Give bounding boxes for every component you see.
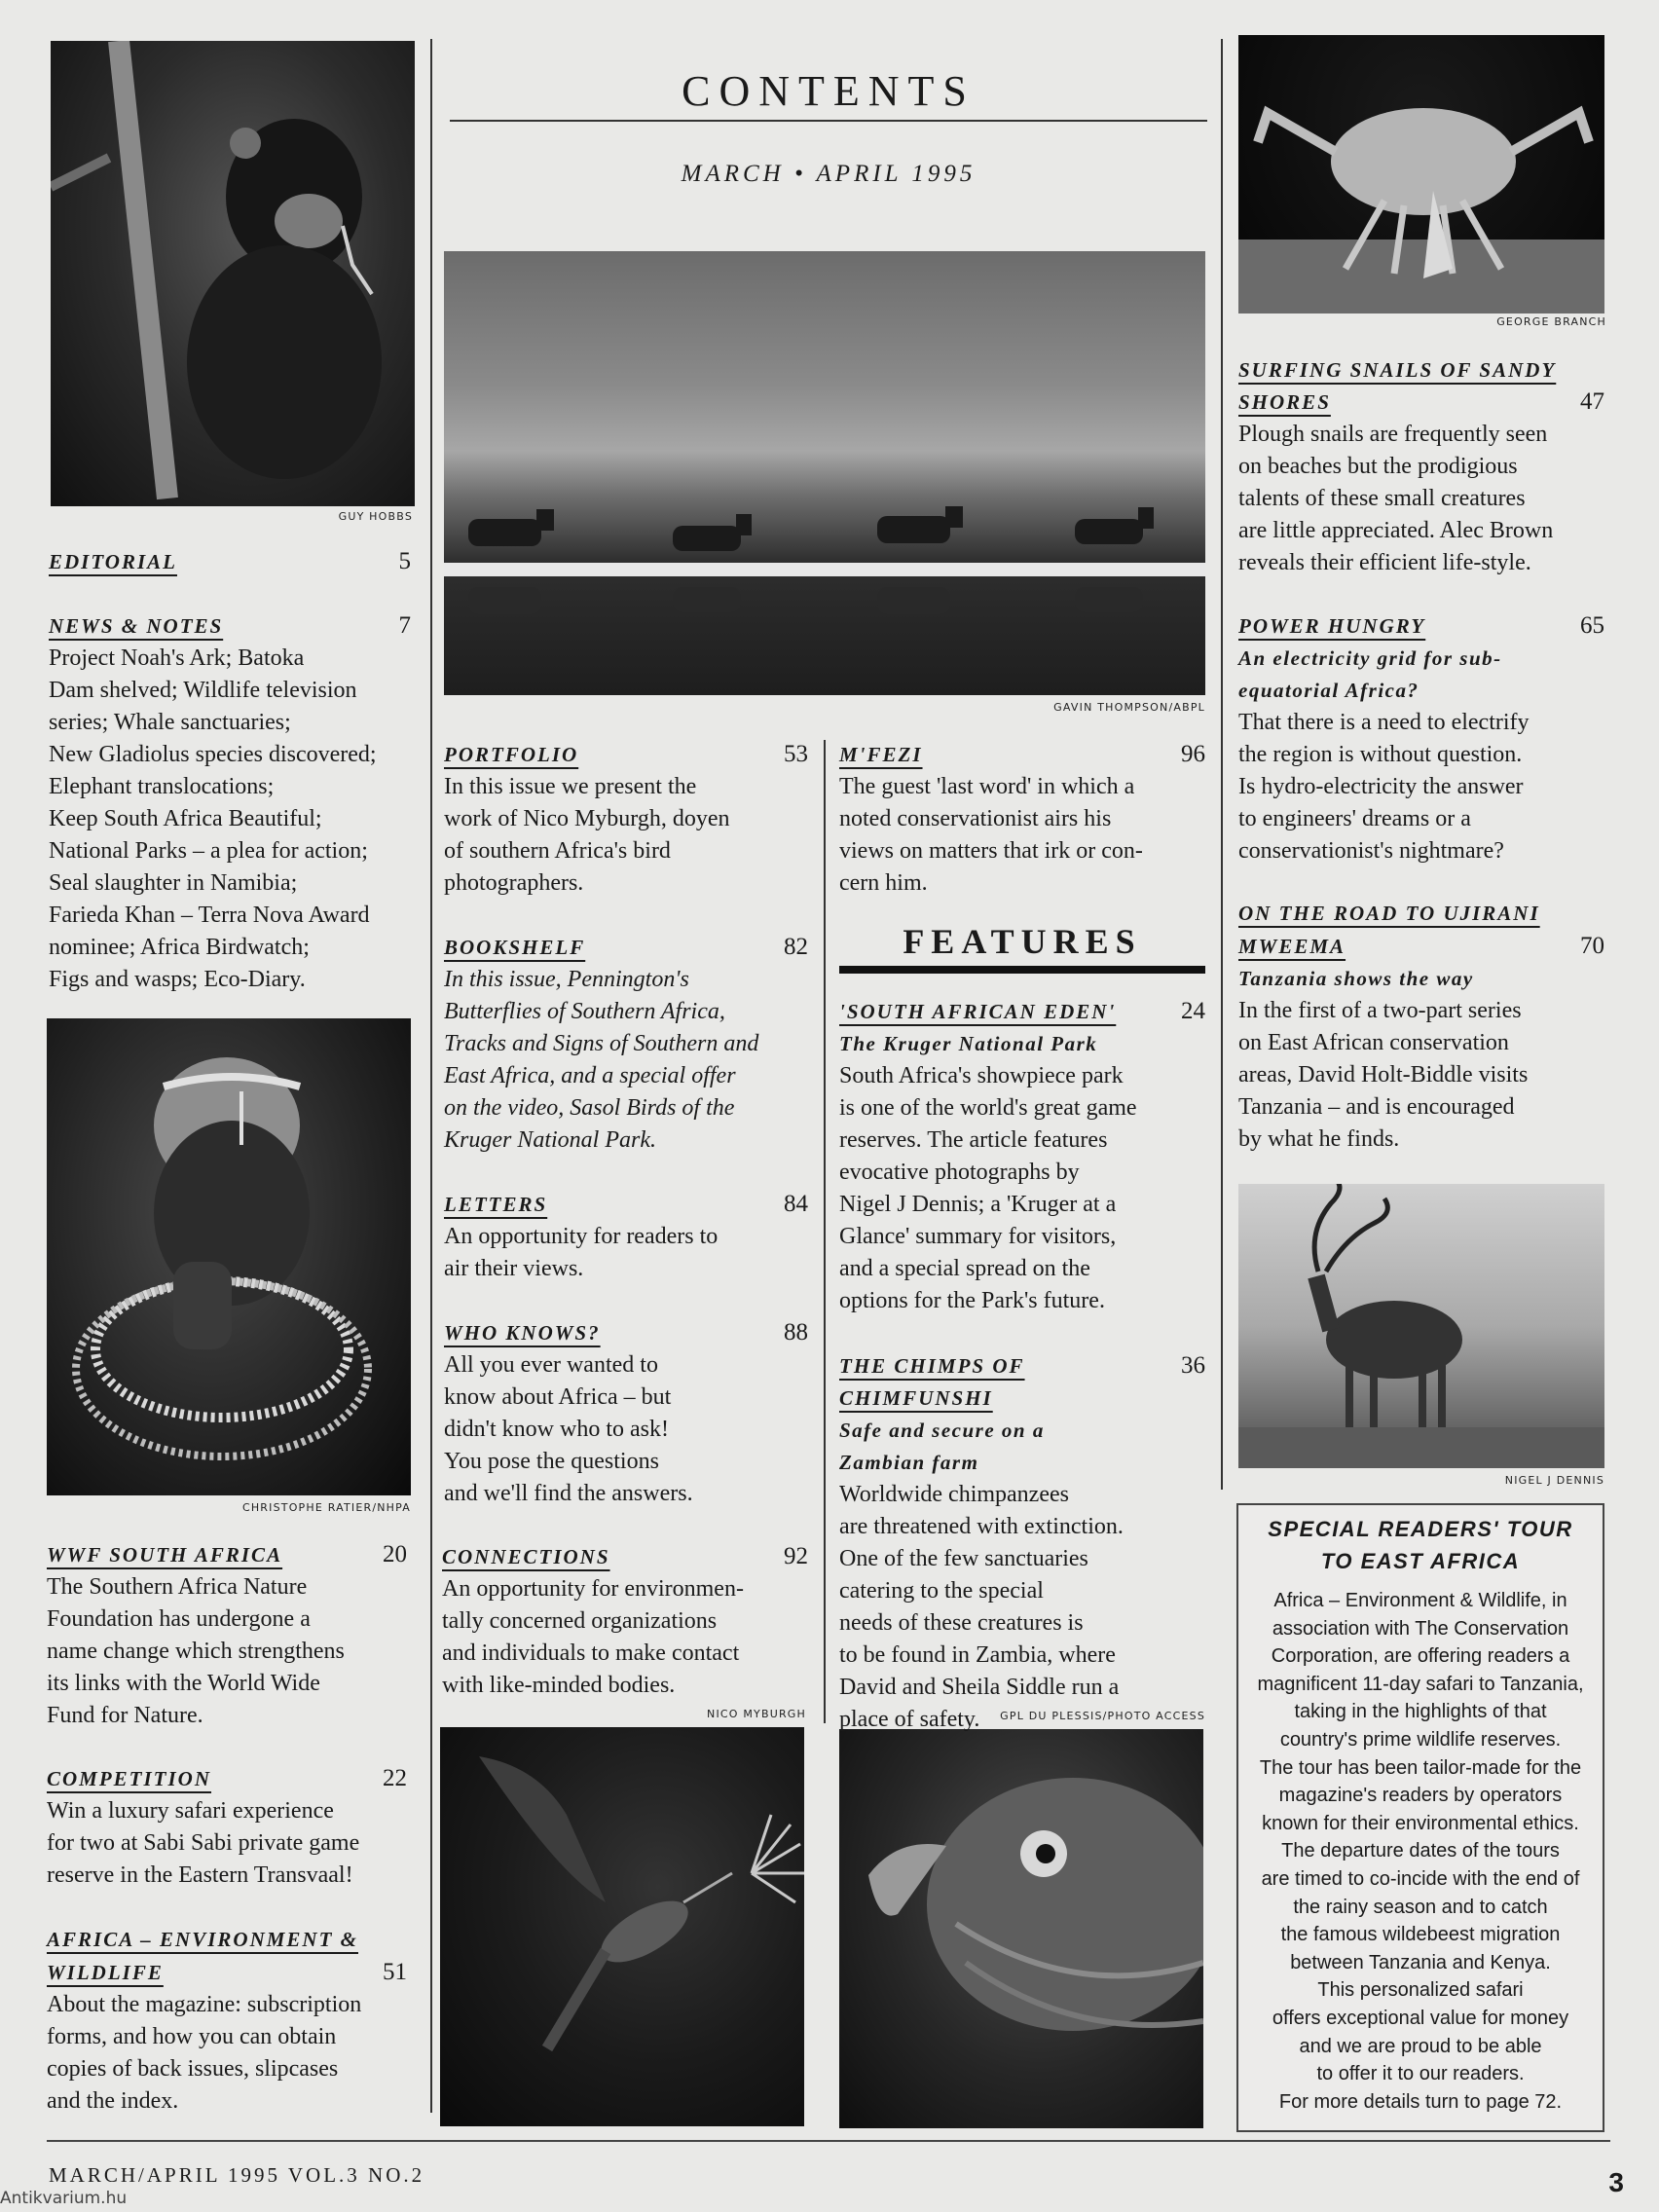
- toc-entry-surfing-snails[interactable]: [1238, 354, 1604, 579]
- entry-page-number: 53: [784, 741, 808, 767]
- crab-photo-credit: GEORGE BRANCH: [1496, 315, 1606, 328]
- toc-entry-portfolio[interactable]: [444, 738, 808, 900]
- entry-page-number: 51: [383, 1959, 407, 1985]
- entry-page-number: 5: [398, 548, 411, 574]
- entry-title: PORTFOLIO: [444, 743, 579, 766]
- entry-title: CONNECTIONS: [442, 1545, 610, 1568]
- entry-description: All you ever wanted to know about Africa – but didn't know who to ask! You pose the questions and we'll find the answers.: [444, 1352, 693, 1506]
- entry-title: POWER HUNGRY: [1238, 614, 1426, 638]
- sunbird-photo: [440, 1727, 804, 2126]
- sunbird-illustration: [440, 1727, 804, 2126]
- kudu-illustration: [1238, 1184, 1604, 1468]
- kudu-photo-credit: NIGEL J DENNIS: [1504, 1474, 1604, 1487]
- tour-description: Africa – Environment & Wildlife, in association with The Conservation Corporation, are offering readers a magnificent 11-day safari to Tanzania, taking in the highlights of that country's prime wildlife reserves. The tour has been tailor-made for the magazine's readers by operators known for their environmental ethics. The departure dates of the tours are timed to co-incide with the end of the rainy season and to catch the famous wildebeest migration between Tanzania and Kenya. This personalized safari offers exceptional value for money and we are proud to be able to offer it to our readers. For more details turn to page 72.: [1257, 1590, 1584, 2113]
- entry-description: The Southern Africa Nature Foundation has undergone a name change which strengthens its links with the World Wide Fund for Nature.: [47, 1574, 345, 1728]
- watermark: Antikvarium.hu: [0, 2189, 128, 2208]
- maasai-woman-illustration: [47, 1018, 411, 1495]
- entry-description: An opportunity for environmen- tally concerned organizations and individuals to make contact with like-minded bodies.: [442, 1576, 744, 1698]
- entry-title: EDITORIAL: [49, 550, 177, 573]
- toc-entry-bookshelf[interactable]: [444, 931, 808, 1157]
- entry-title: LETTERS: [444, 1193, 548, 1216]
- footer-rule: [47, 2140, 1610, 2142]
- toc-entry-chimps[interactable]: [839, 1349, 1205, 1736]
- eagle-photo-credit: GPL DU PLESSIS/PHOTO ACCESS: [1000, 1710, 1205, 1722]
- entry-page-number: 92: [784, 1543, 808, 1569]
- entry-page-number: 22: [383, 1765, 407, 1791]
- zebra-photo: [444, 251, 1205, 695]
- entry-description: In the first of a two-part series on East African conservation areas, David Holt-Biddle visits Tanzania – and is encouraged by what he finds.: [1238, 998, 1529, 1152]
- entry-title: WHO KNOWS?: [444, 1321, 601, 1345]
- chimpanzee-photo: [51, 41, 415, 506]
- entry-title-line1: AFRICA – ENVIRONMENT &: [47, 1928, 358, 1951]
- entry-description: Win a luxury safari experience for two at Sabi Sabi private game reserve in the Eastern Transvaal!: [47, 1798, 360, 1888]
- entry-description: South Africa's showpiece park is one of the world's great game reserves. The article features evocative photographs by Nigel J Dennis; a 'Kruger at a Glance' summary for visitors, and a special spread on the options for the Park's future.: [839, 1063, 1137, 1313]
- eagle-photo: [839, 1729, 1203, 2128]
- toc-entry-ujirani-mweema[interactable]: [1238, 898, 1604, 1156]
- toc-entry-mfezi[interactable]: [839, 738, 1205, 900]
- entry-description: In this issue we present the work of Nico Myburgh, doyen of southern Africa's bird photographers.: [444, 774, 730, 896]
- entry-page-number: 24: [1181, 998, 1205, 1024]
- maasai-photo-credit: CHRISTOPHE RATIER/NHPA: [241, 1501, 411, 1514]
- toc-entry-letters[interactable]: [444, 1188, 808, 1285]
- tour-title: SPECIAL READERS' TOUR TO EAST AFRICA: [1268, 1517, 1573, 1573]
- zebra-photo-credit: GAVIN THOMPSON/ABPL: [1053, 701, 1205, 714]
- toc-entry-south-african-eden[interactable]: [839, 995, 1205, 1317]
- crab-illustration: [1238, 35, 1604, 313]
- entry-title-line2: WILDLIFE: [47, 1961, 164, 1984]
- crab-photo: [1238, 35, 1604, 313]
- toc-entry-power-hungry[interactable]: [1238, 609, 1604, 867]
- column-divider-left: [430, 39, 432, 2113]
- column-divider-right: [1221, 39, 1223, 1490]
- entry-title-line2: SHORES: [1238, 390, 1331, 414]
- page-title: CONTENTS: [450, 66, 1207, 122]
- footer-issue-info: MARCH/APRIL 1995 VOL.3 NO.2: [49, 2163, 425, 2187]
- features-heading: FEATURES: [839, 921, 1205, 974]
- issue-date: MARCH • APRIL 1995: [681, 161, 977, 187]
- toc-entry-magazine[interactable]: [47, 1924, 407, 2118]
- entry-description: An opportunity for readers to air their views.: [444, 1224, 719, 1281]
- entry-page-number: 84: [784, 1191, 808, 1217]
- special-readers-tour-box: [1236, 1503, 1604, 2132]
- entry-page-number: 96: [1181, 741, 1205, 767]
- entry-title-line1: ON THE ROAD TO UJIRANI: [1238, 902, 1540, 925]
- chimpanzee-illustration: [51, 41, 415, 506]
- entry-page-number: 47: [1580, 388, 1604, 415]
- entry-title: NEWS & NOTES: [49, 614, 224, 638]
- entry-title-line1: SURFING SNAILS OF SANDY: [1238, 358, 1557, 382]
- entry-description: In this issue, Pennington's Butterflies of Southern Africa, Tracks and Signs of Southern and East Africa, and a special offer on the video, Sasol Birds of the Kruger National Park.: [444, 967, 759, 1153]
- entry-page-number: 65: [1580, 612, 1604, 639]
- entry-title: M'FEZI: [839, 743, 923, 766]
- entry-subtitle-line2: equatorial Africa?: [1238, 679, 1419, 702]
- toc-entry-who-knows[interactable]: [444, 1316, 808, 1510]
- entry-page-number: 70: [1580, 933, 1604, 959]
- eagle-illustration: [839, 1729, 1203, 2128]
- entry-description: Project Noah's Ark; Batoka Dam shelved; Wildlife television series; Whale sanctuaries; New Gladiolus species discovered; Elephant translocations; Keep South Africa Beautiful; National Parks – a plea for action; Seal slaughter in Namibia; Farieda Khan – Terra Nova Award nominee; Africa Birdwatch; Figs and wasps; Eco-Diary.: [49, 645, 377, 992]
- entry-title: COMPETITION: [47, 1767, 212, 1790]
- maasai-woman-photo: [47, 1018, 411, 1495]
- entry-description: Worldwide chimpanzees are threatened with extinction. One of the few sanctuaries catering to the special needs of these creatures is to be found in Zambia, where David and Sheila Siddle run a place of safety.: [839, 1482, 1124, 1732]
- entry-subtitle-line1: Safe and secure on a: [839, 1419, 1045, 1442]
- entry-subtitle-line1: An electricity grid for sub-: [1238, 646, 1502, 670]
- entry-description: The guest 'last word' in which a noted conservationist airs his views on matters that irk or con- cern him.: [839, 774, 1143, 896]
- entry-title: 'SOUTH AFRICAN EDEN': [839, 1000, 1117, 1023]
- entry-subtitle: Tanzania shows the way: [1238, 967, 1474, 990]
- toc-entry-connections[interactable]: [442, 1540, 808, 1702]
- entry-description: About the magazine: subscription forms, and how you can obtain copies of back issues, slipcases and the index.: [47, 1992, 362, 2114]
- entry-page-number: 20: [383, 1541, 407, 1567]
- entry-subtitle: The Kruger National Park: [839, 1032, 1098, 1055]
- zebra-illustration: [444, 251, 1205, 695]
- entry-title: WWF SOUTH AFRICA: [47, 1543, 283, 1567]
- entry-page-number: 82: [784, 934, 808, 960]
- sunbird-photo-credit: NICO MYBURGH: [707, 1708, 806, 1720]
- toc-entry-news-notes[interactable]: [49, 609, 411, 996]
- entry-page-number: 7: [398, 612, 411, 639]
- entry-page-number: 36: [1181, 1352, 1205, 1379]
- page-number: 3: [1608, 2167, 1624, 2197]
- entry-title-line2: MWEEMA: [1238, 935, 1346, 958]
- column-divider-middle: [824, 740, 826, 1723]
- entry-description: That there is a need to electrify the region is without question. Is hydro-electricity the answer to engineers' dreams or a conservationist's nightmare?: [1238, 710, 1530, 864]
- entry-subtitle-line2: Zambian farm: [839, 1451, 979, 1474]
- toc-entry-editorial[interactable]: [49, 545, 411, 578]
- entry-title: THE CHIMPS OF CHIMFUNSHI: [839, 1354, 1025, 1410]
- toc-entry-wwf[interactable]: [47, 1538, 407, 1732]
- toc-entry-competition[interactable]: [47, 1762, 407, 1892]
- kudu-photo: [1238, 1184, 1604, 1468]
- entry-page-number: 88: [784, 1319, 808, 1346]
- entry-title: BOOKSHELF: [444, 936, 586, 959]
- chimp-photo-credit: GUY HOBBS: [338, 510, 413, 523]
- entry-description: Plough snails are frequently seen on beaches but the prodigious talents of these small creatures are little appreciated. Alec Brown reveals their efficient life-style.: [1238, 422, 1554, 575]
